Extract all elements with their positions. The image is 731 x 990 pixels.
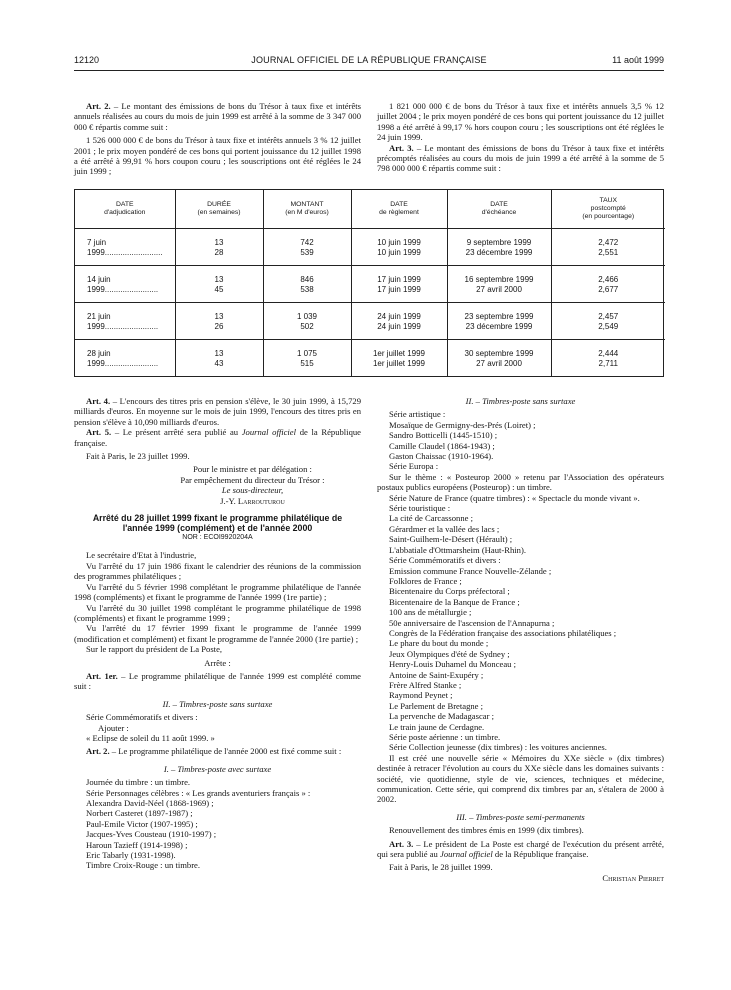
art2-programme-paragraph — [74, 746, 361, 756]
cell-reglement — [351, 303, 447, 340]
art1-paragraph — [74, 671, 361, 692]
list-item: Alexandra David-Néel (1868-1969) ; — [86, 798, 214, 808]
section-ii-2000: II. – Timbres-poste sans surtaxe — [465, 396, 576, 406]
serie-commemoratifs-2000: Série Commémoratifs et divers : — [389, 555, 501, 566]
art2-text: – Le montant des émissions de bons du Trésor à taux fixe et intérêts annuels réalisées au cours du mois de juin 1999 est arrêté à la somme de 3 347 000 000 € répartis comme suit : — [74, 101, 362, 132]
cell-montant-value: 742 — [300, 238, 314, 247]
art3-text: – Le montant des émissions de bons du Trésor à taux fixe et intérêts précomptés réalisées au cours du mois de juin 1999 a été arrêté à la somme de 5 798 000 000 € répartis comme suit : — [377, 142, 665, 174]
cell-echeance — [447, 340, 551, 376]
bond-2001-paragraph: 1 526 000 000 € de bons du Trésor à taux fixe et intérêts annuels 3 % 12 juillet 2001 ; le prix moyen pondéré de ces bons qui portent jouissance du 12 juillet 1998 a été arrêté à 99,91 % hors coupon couru ; les souscriptions ont été réglées le 24 juin 1999 ; — [74, 135, 361, 177]
table-header-row — [75, 190, 665, 229]
list-item: Gaston Chaissac (1910-1964). — [389, 451, 494, 462]
cell-echeance-value: 23 décembre 1999 — [465, 248, 533, 257]
aventuriers-list — [74, 798, 361, 860]
cell-echeance — [447, 229, 551, 266]
list-item: L'abbatiale d'Ottmarsheim (Haut-Rhin). — [389, 544, 526, 555]
serie-nature: Série Nature de France (quatre timbres) : « Spectacle du monde vivant ». — [389, 492, 640, 503]
art5-text-b: de la République française. — [74, 427, 361, 448]
list-item: Raymond Peynet ; — [389, 690, 453, 701]
cell-echeance-value: 16 septembre 1999 — [464, 275, 534, 285]
art2-programme-text: – Le programme philatélique de l'année 2000 est fixé comme suit : — [109, 746, 342, 757]
cell-taux-value: 2,472 — [598, 238, 619, 247]
artistique-list — [377, 420, 664, 462]
serie-artistique: Série artistique : — [389, 409, 446, 420]
serie-touristique: Série touristique : — [389, 503, 451, 514]
art1-text: – Le programme philatélique de l'année 1999 est complété comme suit : — [74, 670, 361, 692]
cell-reglement — [351, 266, 447, 303]
art5-text-a: – Le présent arrêté sera publié au — [111, 427, 242, 438]
cell-echeance-value: 9 septembre 1999 — [466, 238, 532, 247]
cell-reglement-value: 1er juillet 1999 — [372, 349, 426, 359]
signature-line-2: Par empêchement du directeur du Trésor : — [180, 474, 325, 485]
cell-duree-value: 13 — [214, 238, 224, 247]
section-ii-1999: II. – Timbres-poste sans surtaxe — [162, 698, 273, 709]
cell-echeance — [447, 303, 551, 340]
art4-text: – L'encours des titres pris en pension s'élève, le 30 juin 1999, à 15,729 milliards d'euros. En moyenne sur le mois de juin 1999, l'encours des titres pris en pension s'élève à 10,090 milliards d'euros. — [74, 396, 362, 427]
cell-reglement — [351, 340, 447, 376]
list-item: La pervenche de Madagascar ; — [389, 711, 494, 722]
cell-echeance-value: 27 avril 2000 — [476, 285, 522, 295]
serie-personnages: Série Personnages célèbres : « Les grands aventuriers français » : — [86, 787, 311, 798]
fait-a-paris-2: Fait à Paris, le 28 juillet 1999. — [389, 862, 493, 873]
visa-1999-feb: Vu l'arrêté du 17 février 1999 fixant le programme de l'année 1999 (modification et complément) et fixant le programme de l'année 2000 (1re partie) ; — [74, 623, 361, 644]
serie-europa: Série Europa : — [389, 461, 439, 472]
cell-duree-value: 43 — [214, 359, 224, 369]
list-item: 100 ans de métallurgie ; — [389, 607, 472, 618]
art3-text-a: – Le président de La Poste est chargé de l'exécution du présent arrêté, qui sera publié au — [377, 838, 665, 860]
cell-duree — [175, 340, 263, 376]
cell-duree-value: 26 — [214, 322, 224, 332]
top-right-column — [377, 101, 664, 174]
europa-text: Sur le thème : « Posteurop 2000 » retenu par l'Association des opérateurs postaux publics européens (Posteurop) : un timbre. — [377, 471, 664, 493]
cell-reglement — [351, 229, 447, 266]
table-row — [75, 229, 665, 266]
header-montant: MONTANT (en M d'euros) — [263, 190, 351, 229]
cell-reglement-value: 17 juin 1999 — [377, 275, 421, 285]
art2-label: Art. 2. — [86, 101, 111, 111]
memoires-paragraph: Il est créé une nouvelle série « Mémoires du XXe siècle » (dix timbres) destinée à retracer l'évolution au cours du XXe siècle dans les domaines suivants : société, vie quotidienne, style de vie, sciences, techniques et médecine, communication. Cette série, qui comprend dix timbres par an, s'étalera de 2000 à 2002. — [377, 752, 664, 805]
cell-reglement-value: 24 juin 1999 — [377, 322, 421, 332]
cell-duree-value: 13 — [214, 275, 224, 285]
section-iii: III. – Timbres-poste semi-permanents — [456, 811, 585, 822]
serie-poste-aerienne: Série poste aérienne : un timbre. — [389, 732, 501, 742]
issue-date: 11 août 1999 — [612, 55, 664, 65]
cell-taux-value: 2,457 — [598, 312, 619, 322]
header-duree: DURÉE (en semaines) — [175, 190, 263, 229]
list-item: 50e anniversaire de l'ascension de l'Annapurna ; — [389, 617, 555, 628]
table-row — [75, 266, 665, 303]
cell-taux-value: 2,466 — [598, 275, 619, 285]
table-row — [75, 340, 665, 376]
header-echeance: DATE d'échéance — [447, 190, 551, 229]
cell-duree-value: 13 — [214, 312, 224, 322]
cell-taux-value: 2,677 — [598, 285, 619, 295]
cell-adjudication: 21 juin 1999........................ — [75, 303, 175, 340]
cell-echeance-value: 27 avril 2000 — [476, 359, 522, 369]
list-item: Jacques-Yves Cousteau (1910-1997) ; — [86, 829, 217, 840]
header-taux: TAUX postcompté (en pourcentage) — [551, 190, 665, 229]
art4-paragraph — [74, 396, 361, 427]
fait-a-paris-1: Fait à Paris, le 23 juillet 1999. — [86, 451, 190, 462]
cell-taux-value: 2,551 — [598, 248, 619, 257]
cell-taux-value: 2,711 — [598, 359, 618, 369]
serie-commemoratifs-1999: Série Commémoratifs et divers : — [86, 712, 198, 723]
cell-duree — [175, 266, 263, 303]
list-item: Antoine de Saint-Exupéry ; — [389, 669, 484, 680]
art5-label: Art. 5. — [86, 427, 112, 438]
cell-echeance — [447, 266, 551, 303]
section-i-2000: I. – Timbres-poste avec surtaxe — [163, 763, 272, 774]
cell-echeance-value: 30 septembre 1999 — [464, 349, 534, 359]
list-item: Eric Tabarly (1931-1998). — [86, 850, 176, 861]
cell-echeance-value: 23 décembre 1999 — [465, 322, 533, 332]
art3-text-b: de la République française. — [492, 849, 589, 860]
croix-rouge: Timbre Croix-Rouge : un timbre. — [86, 860, 201, 871]
list-item: Le train jaune de Cerdagne. — [389, 721, 485, 732]
visa-1998-feb: Vu l'arrêté du 5 février 1998 complétant le programme philatélique de l'année 1998 (compléments) et fixant le programme de l'année 1999 (1re partie) ; — [74, 581, 361, 603]
signature-line-1: Pour le ministre et par délégation : — [193, 464, 312, 475]
cell-montant-value: 846 — [300, 275, 314, 285]
lower-left-column — [74, 396, 361, 871]
table-row — [75, 303, 665, 340]
visa-1986: Vu l'arrêté du 17 juin 1986 fixant le calendrier des réunions de la commission des programmes philatéliques ; — [74, 560, 361, 582]
list-item: Paul-Emile Victor (1907-1995) ; — [86, 818, 198, 829]
cell-montant — [263, 266, 351, 303]
header-reglement: DATE de règlement — [351, 190, 447, 229]
cell-montant-value: 1 075 — [296, 349, 318, 359]
list-item: Bicentenaire de la Banque de France ; — [389, 596, 520, 607]
arrete-word: Arrête : — [204, 657, 231, 668]
cell-montant-value: 502 — [300, 322, 314, 332]
list-item: Norbert Casteret (1897-1987) ; — [86, 808, 193, 819]
art3-execution-label: Art. 3. — [389, 838, 414, 849]
cell-reglement-value: 17 juin 1999 — [377, 285, 421, 295]
list-item: Bicentenaire du Corps préfectoral ; — [389, 586, 510, 597]
cell-taux — [551, 229, 665, 266]
cell-reglement-value: 1er juillet 1999 — [372, 359, 426, 369]
cell-duree-value: 45 — [214, 285, 224, 295]
renouvellement: Renouvellement des timbres émis en 1999 (dix timbres). — [389, 825, 584, 836]
list-item: Frère Alfred Stanke ; — [389, 679, 462, 690]
arrete-title: Arrêté du 28 juillet 1999 fixant le programme philatélique de l'année 1999 (complément) et de l'année 2000 — [92, 513, 343, 534]
bond-2004-paragraph: 1 821 000 000 € de bons du Trésor à taux fixe et intérêts annuels 3,5 % 12 juillet 2004 ; le prix moyen pondéré de ces bons qui portent jouissance du 12 juillet 1998 a été arrêté à 99,17 % hors coupon couru ; les souscriptions ont été réglées le 24 juin 1999. — [377, 101, 664, 143]
cell-adjudication: 7 juin 1999.......................... — [75, 229, 175, 266]
list-item: Emission commune France Nouvelle-Zélande ; — [389, 565, 552, 576]
ajouter-label: Ajouter : — [98, 722, 129, 733]
art1-label: Art. 1er. — [86, 670, 118, 681]
eclipse-item: « Eclipse de soleil du 11 août 1999. » — [86, 732, 215, 743]
cell-duree-value: 13 — [214, 349, 224, 359]
page-number: 12120 — [74, 55, 100, 65]
journal-title: JOURNAL OFFICIEL DE LA RÉPUBLIQUE FRANÇAISE — [251, 55, 487, 65]
cell-montant — [263, 340, 351, 376]
cell-montant-value: 515 — [300, 359, 314, 369]
touristique-list — [377, 513, 664, 555]
commemoratifs-list — [377, 566, 664, 733]
list-item: Haroun Tazieff (1914-1998) ; — [86, 839, 188, 850]
art5-paragraph — [74, 427, 361, 448]
bills-table — [75, 190, 665, 376]
list-item: Congrès de la Fédération française des associations philatéliques ; — [389, 627, 617, 638]
art4-label: Art. 4. — [86, 396, 111, 406]
list-item: Le phare du bout du monde ; — [389, 638, 489, 649]
list-item: Camille Claudel (1864-1943) ; — [389, 440, 495, 451]
cell-taux — [551, 340, 665, 376]
list-item: Gérardmer et la vallée des lacs ; — [389, 523, 500, 534]
lower-right-column — [377, 396, 664, 883]
cell-taux-value: 2,549 — [598, 322, 619, 332]
art2-treasury-paragraph — [74, 101, 361, 132]
cell-duree — [175, 229, 263, 266]
signature-line-3: Le sous-directeur, — [221, 485, 284, 496]
cell-taux — [551, 303, 665, 340]
journee-du-timbre: Journée du timbre : un timbre. — [86, 777, 191, 788]
list-item: La cité de Carcassonne ; — [389, 513, 473, 524]
signature-name-1: J.-Y. Larrouturou — [220, 495, 285, 506]
list-item: Jeux Olympiques d'été de Sydney ; — [389, 648, 510, 659]
nor-reference: NOR : ECOI9920204A — [182, 534, 253, 542]
cell-reglement-value: 10 juin 1999 — [377, 248, 421, 257]
cell-taux — [551, 266, 665, 303]
cell-montant-value: 1 039 — [296, 312, 318, 322]
cell-reglement-value: 10 juin 1999 — [377, 238, 421, 247]
cell-adjudication: 14 juin 1999........................ — [75, 266, 175, 303]
art3-treasury-paragraph — [377, 143, 664, 174]
art5-journal-officiel: Journal officiel — [241, 427, 297, 438]
list-item: Mosaïque de Germigny-des-Prés (Loiret) ; — [389, 419, 536, 430]
visa-secretaire: Le secrétaire d'Etat à l'industrie, — [86, 550, 197, 561]
signature-pierret: Christian Pierret — [602, 872, 664, 883]
header-rule — [74, 70, 664, 71]
list-item: Saint-Guilhem-le-Désert (Hérault) ; — [389, 534, 513, 545]
list-item: Folklores de France ; — [389, 575, 462, 586]
running-header — [74, 55, 664, 69]
art3-label: Art. 3. — [389, 142, 414, 153]
cell-taux-value: 2,444 — [598, 349, 619, 359]
cell-montant — [263, 229, 351, 266]
visa-rapport: Sur le rapport du président de La Poste, — [86, 644, 223, 655]
treasury-bills-table — [74, 189, 664, 377]
cell-reglement-value: 24 juin 1999 — [377, 312, 421, 322]
cell-duree-value: 28 — [214, 248, 224, 257]
art3-journal-officiel: Journal officiel — [440, 849, 493, 860]
top-left-column — [74, 101, 361, 177]
visa-1998-jul: Vu l'arrêté du 30 juillet 1998 complétant le programme philatélique de 1998 (compléments) et fixant le programme 1999 ; — [74, 602, 361, 623]
cell-duree — [175, 303, 263, 340]
art2-programme-label: Art. 2. — [86, 746, 110, 757]
cell-montant-value: 538 — [300, 285, 314, 295]
cell-adjudication: 28 juin 1999........................ — [75, 340, 175, 376]
list-item: Le Parlement de Bretagne ; — [389, 700, 484, 711]
cell-echeance-value: 23 septembre 1999 — [464, 312, 534, 322]
cell-montant-value: 539 — [300, 248, 314, 257]
list-item: Henry-Louis Duhamel du Monceau ; — [389, 659, 516, 670]
art3-execution-paragraph — [377, 839, 664, 860]
list-item: Sandro Botticelli (1445-1510) ; — [389, 430, 498, 441]
cell-montant — [263, 303, 351, 340]
header-adjudication: DATE d'adjudication — [75, 190, 175, 229]
serie-jeunesse: Série Collection jeunesse (dix timbres) : les voitures anciennes. — [389, 742, 607, 753]
